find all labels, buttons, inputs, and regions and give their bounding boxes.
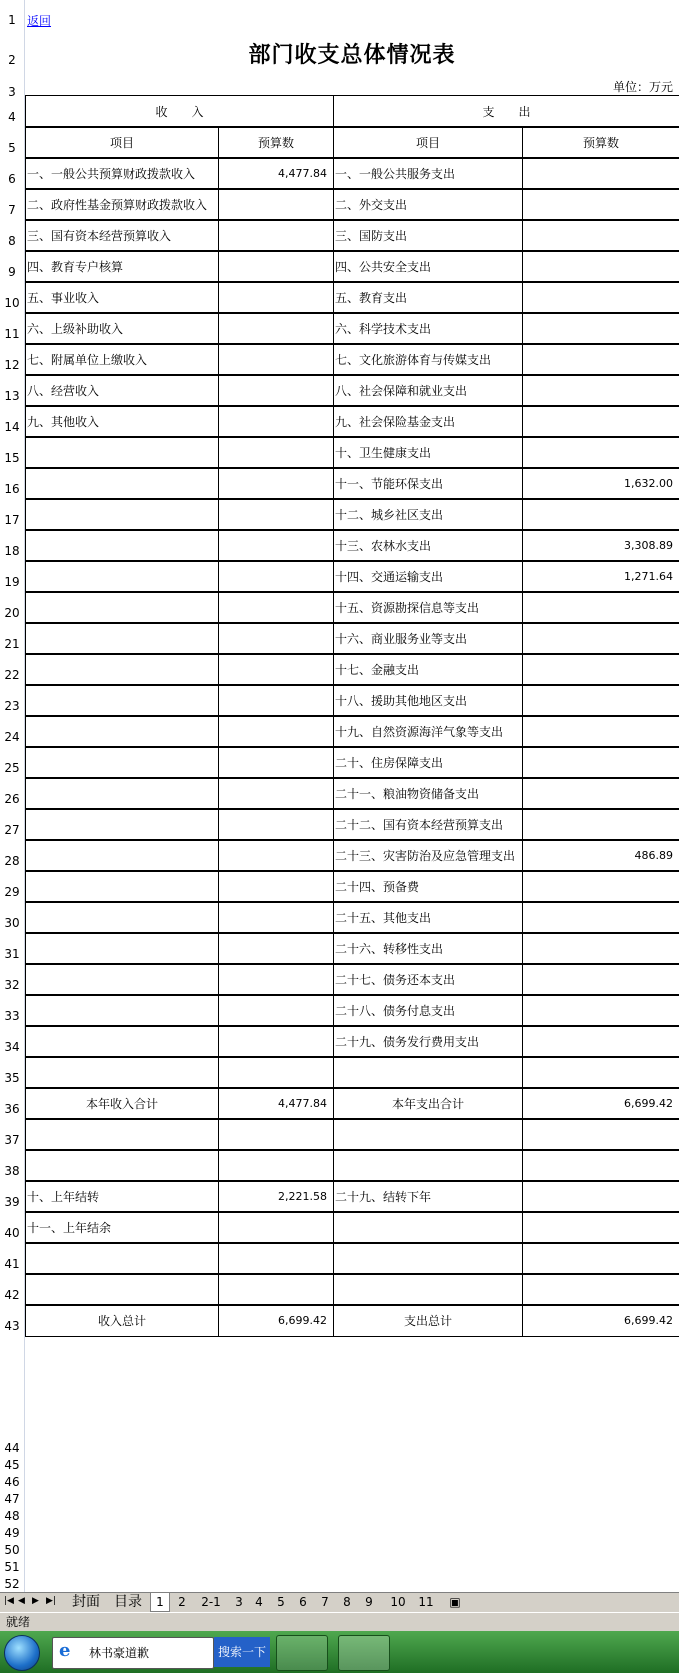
income-item-cell[interactable] [25, 653, 219, 686]
expense-value-cell[interactable] [522, 808, 679, 841]
income-item-cell[interactable] [25, 1025, 219, 1058]
row-number[interactable]: 9 [8, 264, 16, 279]
expense-item-cell[interactable]: 十七、金融支出 [333, 653, 523, 686]
income-value-cell[interactable] [218, 901, 334, 934]
row-number[interactable]: 28 [4, 853, 20, 868]
income-value-cell[interactable] [218, 281, 334, 314]
expense-value-cell[interactable] [522, 901, 679, 934]
row-number[interactable]: 10 [4, 295, 20, 310]
empty-cell[interactable] [333, 1118, 523, 1151]
expense-value-cell[interactable] [522, 622, 679, 655]
grand-income-value[interactable]: 6,699.42 [218, 1304, 334, 1337]
income-value-cell[interactable] [218, 436, 334, 469]
prev-carry-label[interactable]: 十、上年结转 [25, 1180, 219, 1213]
expense-value-cell[interactable] [522, 963, 679, 996]
row-number[interactable]: 43 [4, 1318, 20, 1333]
row-number[interactable]: 40 [4, 1225, 20, 1240]
income-value-cell[interactable] [218, 684, 334, 717]
expense-header[interactable]: 支 出 [333, 95, 679, 128]
expense-budget-col-header[interactable]: 预算数 [522, 126, 679, 159]
row-number[interactable]: 34 [4, 1039, 20, 1054]
row-number[interactable]: 21 [4, 636, 20, 651]
excel-icon[interactable] [338, 1635, 390, 1671]
expense-value-cell[interactable] [522, 684, 679, 717]
windows-taskbar [0, 1631, 679, 1673]
empty-cell[interactable] [522, 1242, 679, 1275]
expense-value-cell[interactable] [522, 436, 679, 469]
expense-value-cell[interactable] [522, 250, 679, 283]
expense-value-cell[interactable] [522, 1056, 679, 1089]
expense-item-cell[interactable]: 二十二、国有资本经营预算支出 [333, 808, 523, 841]
sheet-tab[interactable]: 8 [343, 1595, 351, 1609]
expense-item-cell[interactable]: 九、社会保险基金支出 [333, 405, 523, 438]
income-value-cell[interactable] [218, 560, 334, 593]
income-value-cell[interactable] [218, 994, 334, 1027]
sheet-tab[interactable]: 2 [178, 1595, 186, 1609]
expense-item-cell[interactable]: 二十四、预备费 [333, 870, 523, 903]
empty-cell[interactable] [218, 1149, 334, 1182]
income-value-cell[interactable] [218, 932, 334, 965]
expense-value-cell[interactable]: 1,632.00 [522, 467, 679, 500]
income-value-cell[interactable] [218, 808, 334, 841]
row-number[interactable]: 8 [8, 233, 16, 248]
expense-item-cell[interactable]: 十八、援助其他地区支出 [333, 684, 523, 717]
empty-cell[interactable] [522, 1273, 679, 1306]
expense-value-cell[interactable] [522, 994, 679, 1027]
row-number[interactable]: 6 [8, 171, 16, 186]
insert-sheet-icon[interactable]: ▣ [449, 1595, 461, 1609]
expense-value-cell[interactable] [522, 312, 679, 345]
next-carry-value[interactable] [522, 1180, 679, 1213]
expense-item-cell[interactable]: 二十八、债务付息支出 [333, 994, 523, 1027]
income-item-cell[interactable] [25, 870, 219, 903]
income-item-cell[interactable]: 五、事业收入 [25, 281, 219, 314]
income-item-cell[interactable] [25, 467, 219, 500]
status-ready-text: 就绪 [6, 1615, 31, 1629]
income-value-cell[interactable] [218, 529, 334, 562]
row-number[interactable]: 25 [4, 760, 20, 775]
row-number[interactable]: 5 [8, 140, 16, 155]
empty-cell[interactable] [333, 1273, 523, 1306]
search-button[interactable]: 搜索一下 [214, 1637, 270, 1667]
expense-total-value[interactable]: 6,699.42 [522, 1087, 679, 1120]
sheet-tab[interactable]: 5 [277, 1595, 285, 1609]
row-number[interactable]: 3 [8, 85, 16, 99]
expense-value-cell[interactable] [522, 777, 679, 810]
expense-item-cell[interactable]: 二、外交支出 [333, 188, 523, 221]
row-number[interactable]: 33 [4, 1008, 20, 1023]
income-item-cell[interactable]: 二、政府性基金预算财政拨款收入 [25, 188, 219, 221]
income-item-cell[interactable] [25, 746, 219, 779]
row-number[interactable]: 51 [4, 1560, 20, 1574]
row-number[interactable]: 52 [4, 1577, 20, 1591]
expense-item-cell[interactable]: 四、公共安全支出 [333, 250, 523, 283]
expense-item-cell[interactable]: 五、教育支出 [333, 281, 523, 314]
income-item-cell[interactable] [25, 963, 219, 996]
expense-value-cell[interactable]: 1,271.64 [522, 560, 679, 593]
sheet-tab-bar [0, 1592, 679, 1613]
income-item-cell[interactable] [25, 560, 219, 593]
expense-value-cell[interactable] [522, 746, 679, 779]
income-item-cell[interactable] [25, 1056, 219, 1089]
income-budget-col-header[interactable]: 预算数 [218, 126, 334, 159]
expense-item-col-header[interactable]: 项目 [333, 126, 523, 159]
expense-value-cell[interactable] [522, 405, 679, 438]
empty-cell[interactable] [218, 1273, 334, 1306]
next-carry-label[interactable]: 二十九、结转下年 [333, 1180, 523, 1213]
sheet-tab[interactable]: 2-1 [201, 1595, 221, 1609]
grand-income-label[interactable]: 收入总计 [25, 1304, 219, 1337]
row-number[interactable]: 35 [4, 1070, 20, 1085]
expense-item-cell[interactable]: 二十九、债务发行费用支出 [333, 1025, 523, 1058]
income-total-label[interactable]: 本年收入合计 [25, 1087, 219, 1120]
row-number[interactable]: 26 [4, 791, 20, 806]
expense-item-cell[interactable]: 十四、交通运输支出 [333, 560, 523, 593]
income-value-cell[interactable] [218, 467, 334, 500]
expense-item-cell[interactable]: 二十一、粮油物资储备支出 [333, 777, 523, 810]
empty-cell[interactable] [25, 1242, 219, 1275]
expense-item-cell[interactable]: 六、科学技术支出 [333, 312, 523, 345]
income-item-cell[interactable] [25, 901, 219, 934]
expense-value-cell[interactable]: 3,308.89 [522, 529, 679, 562]
expense-item-cell[interactable]: 一、一般公共服务支出 [333, 157, 523, 190]
row-number[interactable]: 2 [8, 53, 16, 67]
expense-value-cell[interactable] [522, 219, 679, 252]
expense-item-cell[interactable]: 二十五、其他支出 [333, 901, 523, 934]
empty-cell[interactable] [333, 1149, 523, 1182]
expense-item-cell[interactable]: 二十六、转移性支出 [333, 932, 523, 965]
income-item-cell[interactable] [25, 777, 219, 810]
sheet-tab[interactable]: 3 [235, 1595, 243, 1609]
income-item-cell[interactable]: 一、一般公共预算财政拨款收入 [25, 157, 219, 190]
expense-item-cell[interactable]: 十三、农林水支出 [333, 529, 523, 562]
expense-item-cell[interactable]: 十二、城乡社区支出 [333, 498, 523, 531]
row-number[interactable]: 49 [4, 1526, 20, 1540]
income-item-cell[interactable]: 四、教育专户核算 [25, 250, 219, 283]
income-value-cell[interactable] [218, 343, 334, 376]
empty-cell[interactable] [522, 1211, 679, 1244]
income-value-cell[interactable] [218, 1025, 334, 1058]
expense-item-cell[interactable]: 十六、商业服务业等支出 [333, 622, 523, 655]
row-number[interactable]: 17 [4, 512, 20, 527]
expense-item-cell[interactable]: 十五、资源勘探信息等支出 [333, 591, 523, 624]
row-number[interactable]: 30 [4, 915, 20, 930]
row-number[interactable]: 38 [4, 1163, 20, 1178]
income-header[interactable]: 收 入 [25, 95, 334, 128]
status-bar [0, 1612, 679, 1632]
sheet-title: 部门收支总体情况表 [248, 42, 456, 68]
income-item-cell[interactable] [25, 994, 219, 1027]
income-value-cell[interactable] [218, 250, 334, 283]
next-sheet-button[interactable]: ▶ [32, 1596, 39, 1606]
ie-taskbar-text: 林书豪道歉 [89, 1646, 150, 1660]
income-item-cell[interactable] [25, 436, 219, 469]
grand-expense-label[interactable]: 支出总计 [333, 1304, 523, 1337]
prev-surplus-value[interactable] [218, 1211, 334, 1244]
sheet-tab[interactable]: 1 [150, 1593, 170, 1612]
empty-cell[interactable] [522, 1118, 679, 1151]
expense-item-cell[interactable]: 十、卫生健康支出 [333, 436, 523, 469]
income-item-cell[interactable] [25, 684, 219, 717]
income-item-cell[interactable] [25, 591, 219, 624]
row-number[interactable]: 27 [4, 822, 20, 837]
row-number[interactable]: 48 [4, 1509, 20, 1523]
income-item-cell[interactable]: 九、其他收入 [25, 405, 219, 438]
expense-item-cell[interactable] [333, 1056, 523, 1089]
expense-item-cell[interactable]: 二十、住房保障支出 [333, 746, 523, 779]
row-number[interactable]: 39 [4, 1194, 20, 1209]
expense-item-cell[interactable]: 二十三、灾害防治及应急管理支出 [333, 839, 523, 872]
income-value-cell[interactable]: 4,477.84 [218, 157, 334, 190]
expense-value-cell[interactable]: 486.89 [522, 839, 679, 872]
empty-cell[interactable] [218, 1118, 334, 1151]
empty-cell[interactable] [25, 1273, 219, 1306]
row-number[interactable]: 20 [4, 605, 20, 620]
row-number[interactable]: 45 [4, 1458, 20, 1472]
expense-value-cell[interactable] [522, 870, 679, 903]
row-number[interactable]: 36 [4, 1101, 20, 1116]
income-value-cell[interactable] [218, 746, 334, 779]
row-number[interactable]: 44 [4, 1441, 20, 1455]
income-item-cell[interactable]: 三、国有资本经营预算收入 [25, 219, 219, 252]
row-number[interactable]: 11 [4, 326, 20, 341]
ie-icon: e [59, 1640, 71, 1661]
row-number[interactable]: 18 [4, 543, 20, 558]
sheet-tab[interactable]: 6 [299, 1595, 307, 1609]
expense-value-cell[interactable] [522, 1025, 679, 1058]
expense-value-cell[interactable] [522, 932, 679, 965]
row-number[interactable]: 37 [4, 1132, 20, 1147]
income-value-cell[interactable] [218, 622, 334, 655]
empty-cell[interactable] [218, 1242, 334, 1275]
expense-item-cell[interactable]: 八、社会保障和就业支出 [333, 374, 523, 407]
back-link[interactable]: 返回 [27, 14, 52, 28]
sheet-tab[interactable]: 11 [418, 1595, 434, 1609]
income-value-cell[interactable] [218, 405, 334, 438]
expense-value-cell[interactable] [522, 157, 679, 190]
row-number[interactable]: 31 [4, 946, 20, 961]
sheet-tab[interactable]: 10 [390, 1595, 406, 1609]
first-sheet-button[interactable]: |◀ [4, 1596, 14, 1606]
row-number[interactable]: 19 [4, 574, 20, 589]
income-value-cell[interactable] [218, 591, 334, 624]
start-button[interactable] [4, 1635, 40, 1671]
income-value-cell[interactable] [218, 777, 334, 810]
expense-value-cell[interactable] [522, 715, 679, 748]
income-item-cell[interactable] [25, 498, 219, 531]
income-value-cell[interactable] [218, 498, 334, 531]
income-value-cell[interactable] [218, 312, 334, 345]
row-number[interactable]: 14 [4, 419, 20, 434]
prev-carry-value[interactable]: 2,221.58 [218, 1180, 334, 1213]
empty-cell[interactable] [333, 1211, 523, 1244]
income-item-cell[interactable]: 六、上级补助收入 [25, 312, 219, 345]
row-number[interactable]: 13 [4, 388, 20, 403]
income-item-col-header[interactable]: 项目 [25, 126, 219, 159]
expense-value-cell[interactable] [522, 343, 679, 376]
row-number[interactable]: 50 [4, 1543, 20, 1557]
empty-cell[interactable] [333, 1242, 523, 1275]
expense-value-cell[interactable] [522, 653, 679, 686]
income-item-cell[interactable] [25, 932, 219, 965]
row-number[interactable]: 46 [4, 1475, 20, 1489]
income-item-cell[interactable]: 八、经营收入 [25, 374, 219, 407]
income-item-cell[interactable] [25, 715, 219, 748]
income-item-cell[interactable] [25, 808, 219, 841]
expense-item-cell[interactable]: 十九、自然资源海洋气象等支出 [333, 715, 523, 748]
grand-expense-value[interactable]: 6,699.42 [522, 1304, 679, 1337]
expense-value-cell[interactable] [522, 188, 679, 221]
expense-item-cell[interactable]: 二十七、债务还本支出 [333, 963, 523, 996]
spreadsheet-grid[interactable] [25, 0, 679, 1592]
income-value-cell[interactable] [218, 374, 334, 407]
income-value-cell[interactable] [218, 839, 334, 872]
sheet-tab[interactable]: 目录 [114, 1594, 142, 1610]
sheet-tab[interactable]: 9 [365, 1595, 373, 1609]
row-number[interactable]: 29 [4, 884, 20, 899]
empty-cell[interactable] [25, 1118, 219, 1151]
row-number[interactable]: 15 [4, 450, 20, 465]
expense-item-cell[interactable]: 三、国防支出 [333, 219, 523, 252]
income-value-cell[interactable] [218, 188, 334, 221]
sheet-tab[interactable]: 7 [321, 1595, 329, 1609]
row-number[interactable]: 16 [4, 481, 20, 496]
row-number[interactable]: 4 [8, 109, 16, 124]
row-number[interactable]: 12 [4, 357, 20, 372]
expense-item-cell[interactable]: 十一、节能环保支出 [333, 467, 523, 500]
income-value-cell[interactable] [218, 219, 334, 252]
prev-surplus-label[interactable]: 十一、上年结余 [25, 1211, 219, 1244]
row-number[interactable]: 1 [8, 13, 16, 27]
row-number[interactable]: 32 [4, 977, 20, 992]
expense-value-cell[interactable] [522, 591, 679, 624]
expense-total-label[interactable]: 本年支出合计 [333, 1087, 523, 1120]
expense-value-cell[interactable] [522, 374, 679, 407]
expense-value-cell[interactable] [522, 498, 679, 531]
unit-label: 单位：万元 [612, 80, 673, 94]
income-value-cell[interactable] [218, 653, 334, 686]
income-value-cell[interactable] [218, 870, 334, 903]
income-value-cell[interactable] [218, 963, 334, 996]
income-item-cell[interactable] [25, 622, 219, 655]
row-number[interactable]: 23 [4, 698, 20, 713]
row-number[interactable]: 41 [4, 1256, 20, 1271]
expense-value-cell[interactable] [522, 281, 679, 314]
income-item-cell[interactable] [25, 839, 219, 872]
income-item-cell[interactable]: 七、附属单位上缴收入 [25, 343, 219, 376]
empty-cell[interactable] [25, 1149, 219, 1182]
empty-cell[interactable] [522, 1149, 679, 1182]
folder-icon[interactable] [276, 1635, 328, 1671]
last-sheet-button[interactable]: ▶| [46, 1596, 56, 1606]
income-item-cell[interactable] [25, 529, 219, 562]
row-number[interactable]: 47 [4, 1492, 20, 1506]
expense-item-cell[interactable]: 七、文化旅游体育与传媒支出 [333, 343, 523, 376]
ie-taskbar-button[interactable] [52, 1637, 214, 1669]
income-total-value[interactable]: 4,477.84 [218, 1087, 334, 1120]
sheet-tab[interactable]: 封面 [72, 1594, 100, 1610]
row-number[interactable]: 24 [4, 729, 20, 744]
row-number[interactable]: 42 [4, 1287, 20, 1302]
row-header-column [0, 0, 25, 1592]
sheet-tab[interactable]: 4 [255, 1595, 263, 1609]
row-number[interactable]: 7 [8, 202, 16, 217]
income-value-cell[interactable] [218, 715, 334, 748]
income-value-cell[interactable] [218, 1056, 334, 1089]
prev-sheet-button[interactable]: ◀ [18, 1596, 25, 1606]
row-number[interactable]: 22 [4, 667, 20, 682]
